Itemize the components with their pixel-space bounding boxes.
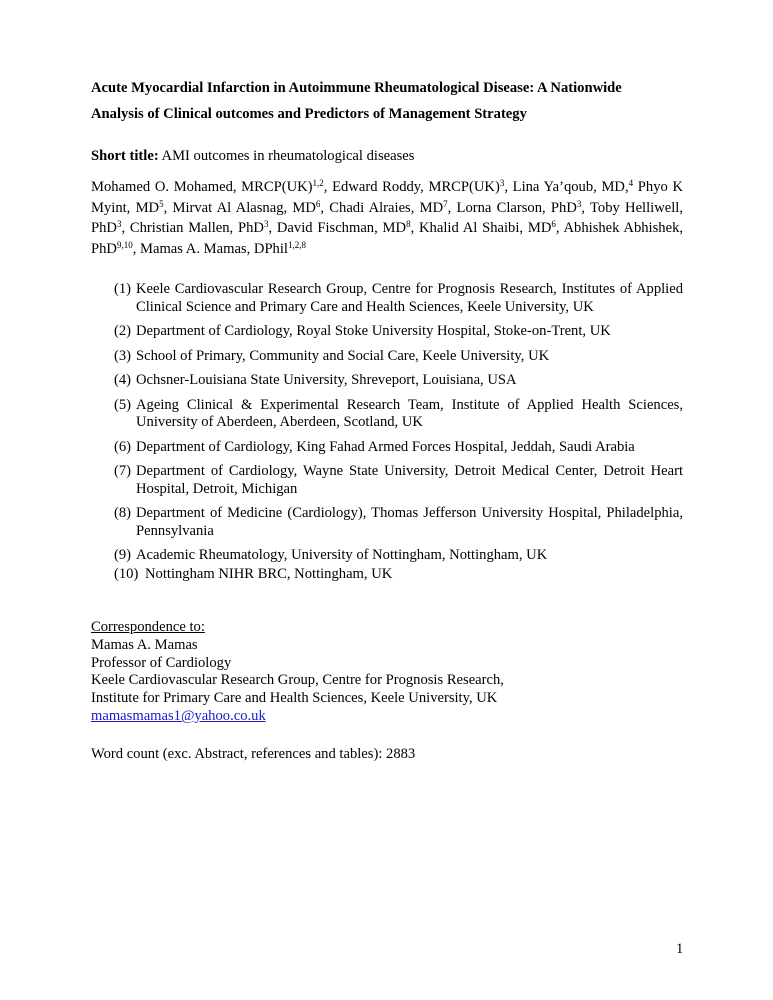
author-entry <box>513 179 633 195</box>
author-affiliation-marker: 3 <box>576 198 582 209</box>
affiliation-item <box>91 348 683 366</box>
affiliation-item <box>91 281 683 316</box>
author-name: Mohamed O. Mohamed, MRCP(UK) <box>91 179 313 195</box>
affiliation-item <box>91 566 683 584</box>
author-name: Toby Helliwell, PhD <box>91 199 683 236</box>
affiliation-item <box>91 463 683 498</box>
author-affiliation-marker: 7 <box>443 198 448 209</box>
correspondence-name: Mamas A. Mamas <box>91 636 198 653</box>
correspondence-email-link[interactable]: mamasmamas1@yahoo.co.uk <box>91 707 266 724</box>
author-entry <box>329 200 447 216</box>
correspondence-heading: Correspondence to: <box>91 619 205 635</box>
author-name: Lorna Clarson, PhD <box>456 199 577 216</box>
short-title-label: Short title: <box>91 148 159 164</box>
affiliation-item <box>91 397 683 432</box>
author-affiliation-marker: 1,2,8 <box>287 239 306 250</box>
author-affiliation-marker: 3 <box>263 219 269 229</box>
short-title <box>91 147 683 165</box>
author-affiliation-marker: 8 <box>406 219 411 229</box>
affiliation-number: (3) <box>114 347 132 364</box>
affiliation-number: (4) <box>114 372 132 388</box>
affiliation-item <box>91 372 683 390</box>
author-affiliation-marker: 4 <box>628 178 634 188</box>
affiliation-text: Department of Cardiology, Royal Stoke University Hospital, Stoke-on-Trent, UK <box>136 323 611 339</box>
correspondence-address: Institute for Primary Care and Health Sciences, Keele University, UK <box>91 690 498 707</box>
paper-title-line: Acute Myocardial Infarction in Autoimmune Rheumatological Disease: A Nationwide <box>91 80 622 96</box>
affiliation-number: (2) <box>114 323 132 339</box>
author-entry <box>140 241 306 257</box>
affiliation-text: Ochsner-Louisiana State University, Shreveport, Louisiana, USA <box>136 372 517 388</box>
paper-title-line: Analysis of Clinical outcomes and Predictors of Management Strategy <box>91 106 527 122</box>
affiliation-text: Department of Cardiology, Wayne State University, Detroit Medical Center, Detroit Heart Hospital, Detroit, Michigan <box>136 463 683 497</box>
author-affiliation-marker: 5 <box>159 198 164 209</box>
author-entry <box>419 220 556 236</box>
author-name: Abhishek Abhishek, PhD <box>91 220 684 257</box>
author-affiliation-marker: 6 <box>551 219 556 229</box>
affiliation-text: Keele Cardiovascular Research Group, Centre for Prognosis Research, Institutes of Applied Clinical Science and Primary Care and Health Sciences, Keele University, UK <box>136 281 683 315</box>
affiliation-number: (8) <box>114 505 132 521</box>
affiliation-item <box>91 505 683 540</box>
correspondence-address: Keele Cardiovascular Research Group, Centre for Prognosis Research, <box>91 672 504 689</box>
affiliation-number: (9) <box>114 547 132 563</box>
correspondence-block <box>91 619 683 726</box>
author-name: Christian Mallen, PhD <box>129 220 264 236</box>
affiliation-text: Ageing Clinical & Experimental Research Team, Institute of Applied Health Sciences, University of Aberdeen, Aberdeen, Scotland, UK <box>136 396 683 430</box>
author-affiliation-marker: 3 <box>116 219 122 229</box>
paper-title <box>91 75 683 127</box>
author-name: Chadi Alraies, MD <box>329 199 444 216</box>
title-page <box>91 75 683 763</box>
author-name: Phyo K Myint, MD <box>91 179 683 216</box>
short-title-text: AMI outcomes in rheumatological diseases <box>161 148 415 164</box>
author-entry <box>277 220 411 236</box>
affiliation-text: Department of Cardiology, King Fahad Armed Forces Hospital, Jeddah, Saudi Arabia <box>136 438 635 455</box>
affiliation-text: School of Primary, Community and Social Care, Keele University, UK <box>136 347 550 364</box>
author-name: David Fischman, MD <box>276 220 407 236</box>
author-name: Lina Ya’qoub, MD, <box>512 179 629 195</box>
affiliation-number: (7) <box>114 463 132 479</box>
affiliation-number: (10) <box>114 565 139 582</box>
author-entry <box>457 200 582 216</box>
author-affiliation-marker: 6 <box>315 198 321 209</box>
affiliation-item <box>91 439 683 457</box>
affiliation-number: (1) <box>114 281 132 297</box>
author-affiliation-marker: 9,10 <box>116 239 133 250</box>
author-name: Mamas A. Mamas, DPhil <box>140 240 288 257</box>
affiliation-text: Academic Rheumatology, University of Nottingham, Nottingham, UK <box>136 547 548 563</box>
affiliation-list <box>91 281 683 583</box>
author-entry <box>332 179 504 195</box>
correspondence-role: Professor of Cardiology <box>91 654 232 671</box>
author-name: Khalid Al Shaibi, MD <box>419 220 552 236</box>
author-affiliation-marker: 3 <box>499 178 505 188</box>
author-entry <box>130 220 269 236</box>
affiliation-number: (5) <box>114 396 132 413</box>
affiliation-text: Nottingham NIHR BRC, Nottingham, UK <box>145 565 393 582</box>
affiliation-item <box>91 323 683 341</box>
author-entry <box>91 179 324 195</box>
author-name: Mirvat Al Alasnag, MD <box>172 199 316 216</box>
page-number: 1 <box>676 941 684 957</box>
author-name: Edward Roddy, MRCP(UK) <box>332 179 500 195</box>
affiliation-item <box>91 547 683 565</box>
author-entry <box>172 200 320 216</box>
affiliation-number: (6) <box>114 438 132 455</box>
affiliation-text: Department of Medicine (Cardiology), Thomas Jefferson University Hospital, Philadelphia, Pennsylvania <box>136 505 683 539</box>
author-affiliation-marker: 1,2 <box>312 178 324 188</box>
word-count: Word count (exc. Abstract, references and tables): 2883 <box>91 745 416 762</box>
author-list: Mohamed O. Mohamed, MRCP(UK)$^{1,2}$, Edward Roddy, MRCP(UK)$^3$, Lina Ya’qoub, MD,$^4$ Phyo K Myint, $MD^5$, Mirvat Al Alasnag, $MD^6$, Chadi Alraies, $MD^7$, Lorna Clarson, PhD$^3$, Toby Helliwell, PhD$^3$, Christian Mallen, PhD$^3$, David Fischman, $MD^8$, Khalid Al Shaibi, $MD^6$, Abhishek Abhishek, PhD$^{9,10}$, Mamas A. Mamas, DPhil$^{1,2,8}$ <box>91 178 684 257</box>
